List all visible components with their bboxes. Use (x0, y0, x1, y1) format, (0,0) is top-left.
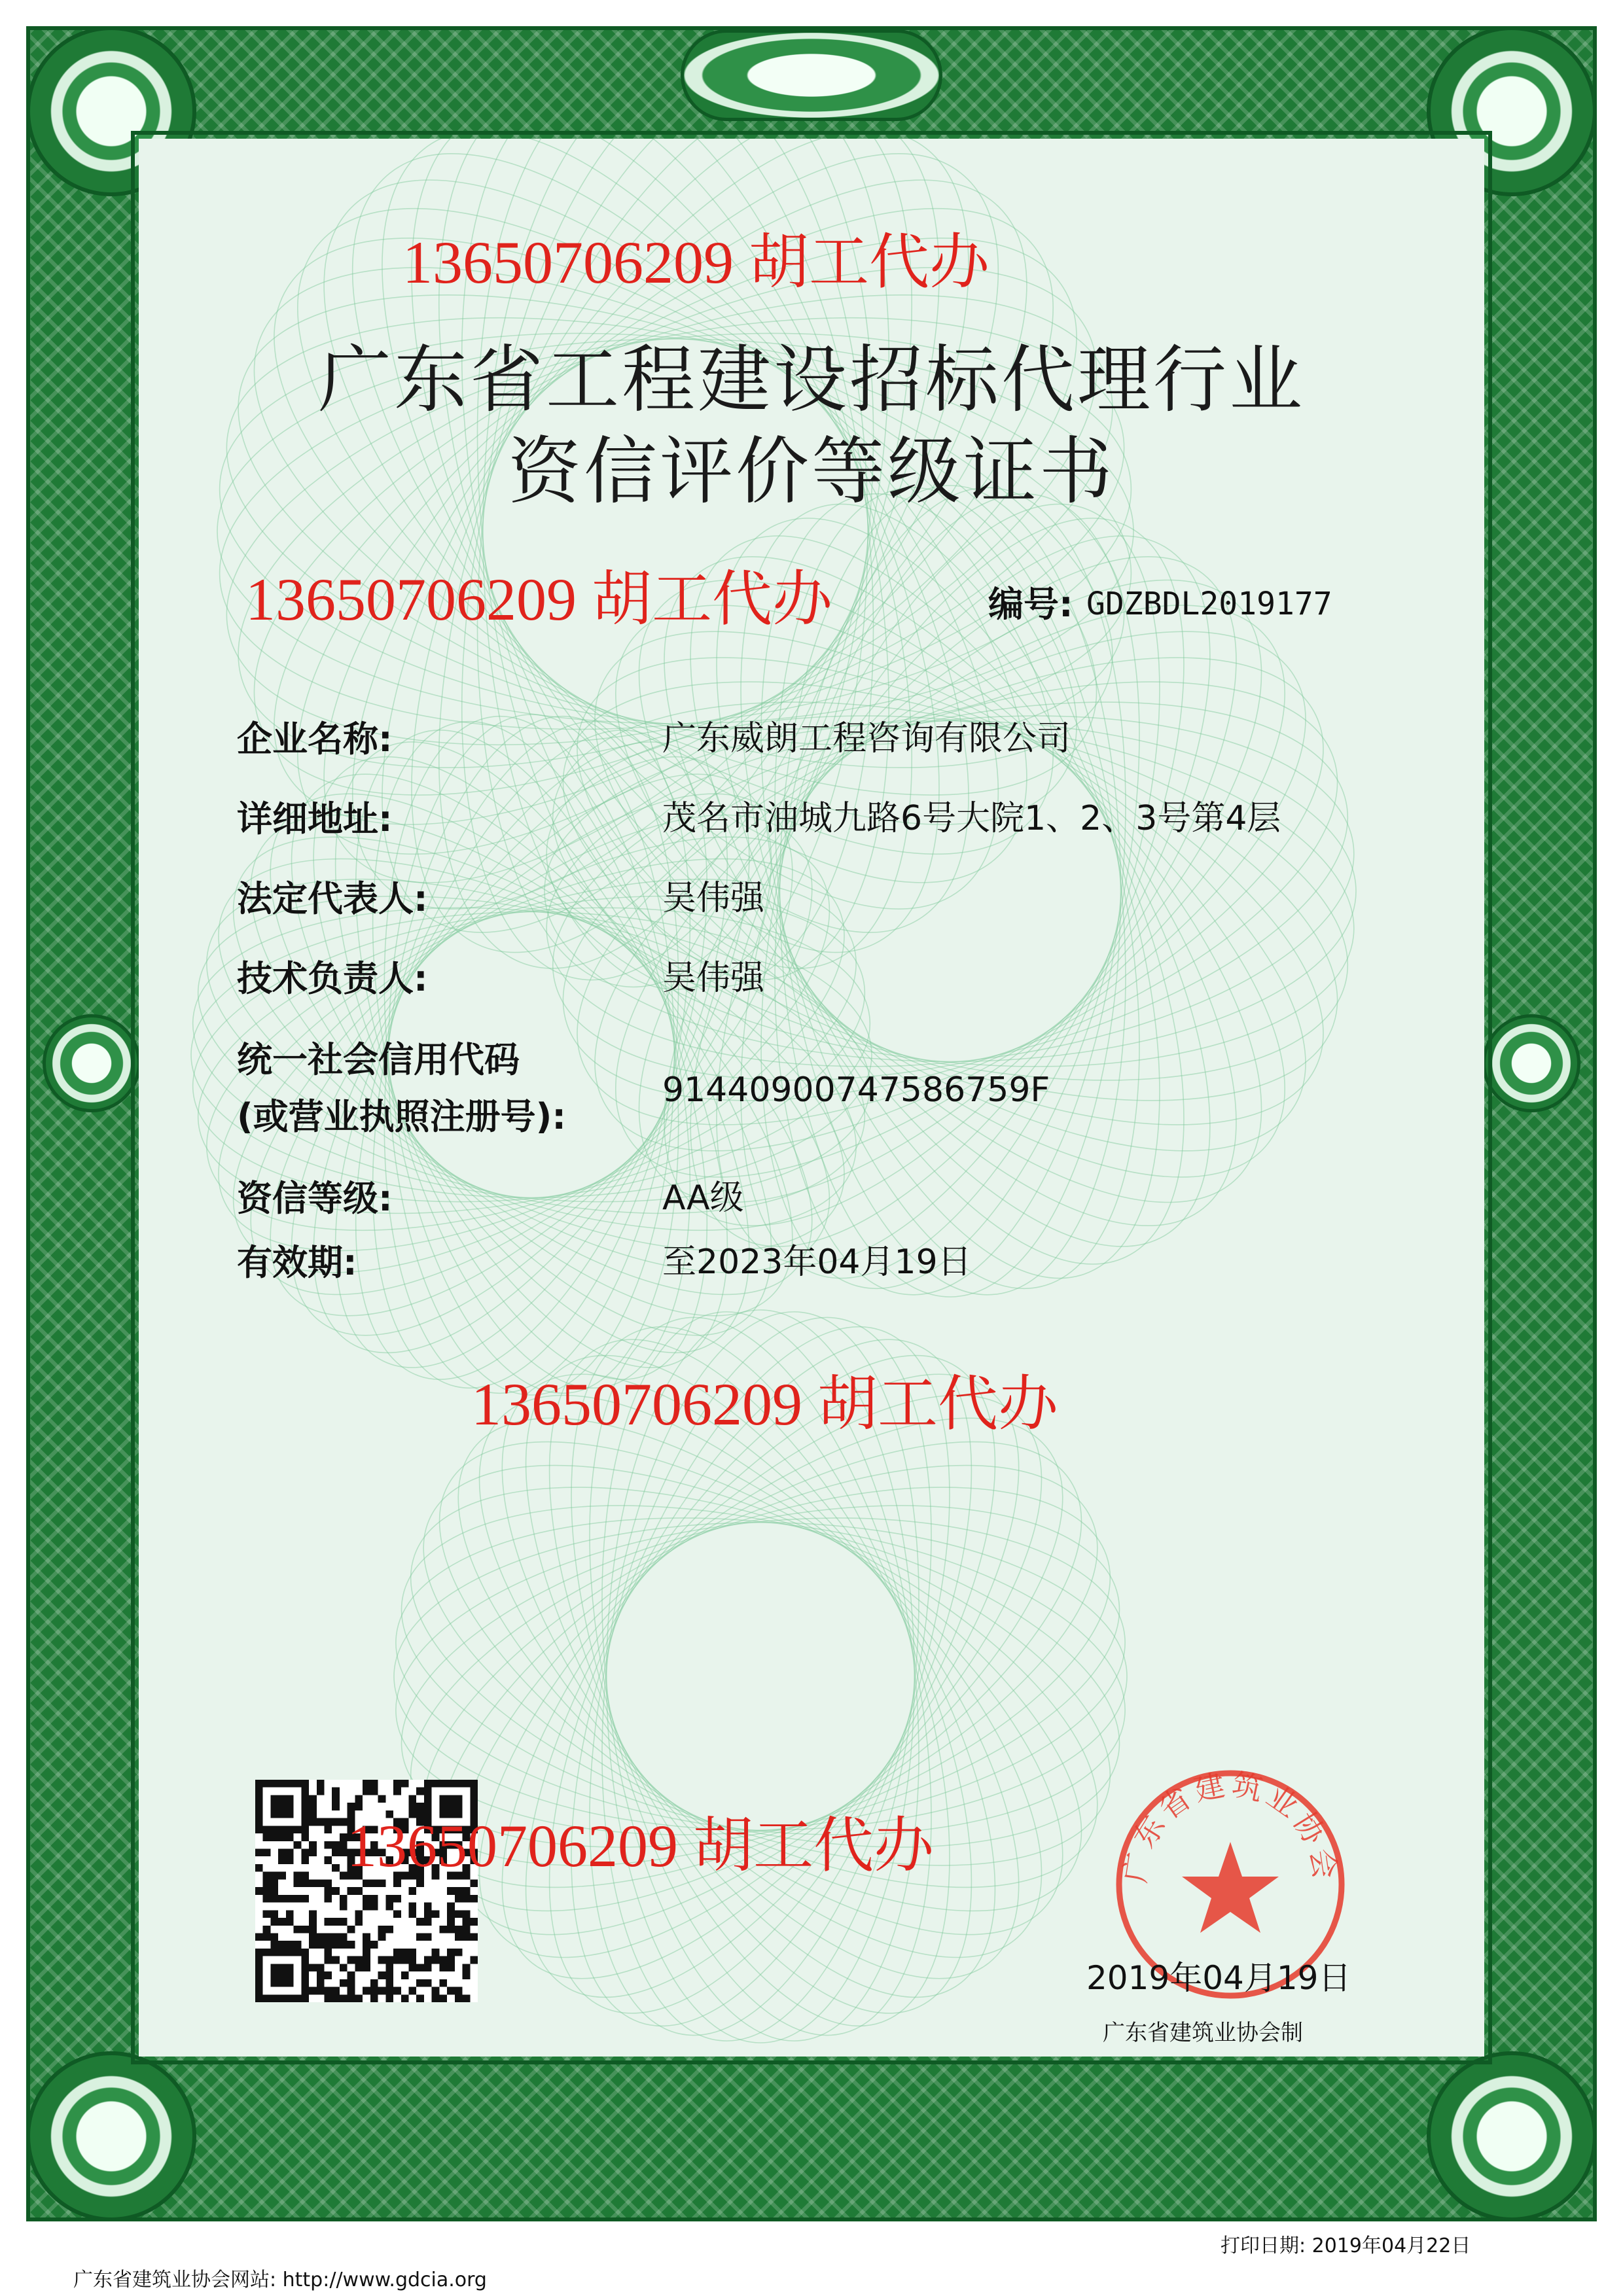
validity-value: 至2023年04月19日 (662, 1243, 972, 1282)
certificate-number-label: 编号: (988, 584, 1073, 625)
website-link[interactable]: 广东省建筑业协会网站: http://www.gdcia.org (73, 2269, 487, 2291)
certificate-title-line2: 资信评价等级证书 (508, 429, 1115, 514)
credit-grade-label: 资信等级: (237, 1178, 393, 1219)
top-ornament (681, 29, 942, 121)
watermark-phone-1: 13650706209 胡工代办 (402, 229, 990, 296)
print-date: 打印日期: 2019年04月22日 (1221, 2234, 1471, 2257)
corner-ornament-bottom-left (26, 2051, 196, 2221)
address-label: 详细地址: (237, 798, 393, 839)
credit-grade-value: AA级 (662, 1178, 744, 1218)
corner-ornament-bottom-right (1427, 2051, 1597, 2221)
issuer-name: 广东省建筑业协会制 (1103, 2020, 1303, 2046)
certificate-title-line1: 广东省工程建设招标代理行业 (318, 338, 1305, 423)
credit-code-value: 91440900747586759F (662, 1070, 1050, 1110)
side-ornament-left (43, 1014, 141, 1112)
credit-code-label-line2: (或营业执照注册号): (237, 1096, 566, 1137)
legal-representative-value: 吴伟强 (662, 879, 765, 918)
watermark-phone-3: 13650706209 胡工代办 (471, 1371, 1059, 1438)
side-ornament-right (1482, 1014, 1580, 1112)
technical-lead-value: 吴伟强 (662, 959, 765, 998)
watermark-phone-4: 13650706209 胡工代办 (347, 1812, 935, 1879)
company-name-label: 企业名称: (237, 718, 393, 760)
address-value: 茂名市油城九路6号大院1、2、3号第4层 (662, 799, 1281, 838)
validity-label: 有效期: (237, 1242, 357, 1283)
company-name-value: 广东威朗工程咨询有限公司 (662, 719, 1071, 758)
certificate-number-value: GDZBDL2019177 (1086, 586, 1332, 622)
technical-lead-label: 技术负责人: (237, 958, 428, 999)
issue-date: 2019年04月19日 (1086, 1959, 1351, 1997)
legal-representative-label: 法定代表人: (237, 878, 428, 919)
seal-text: 广东省建筑业协会 (1117, 1767, 1344, 1885)
watermark-phone-2: 13650706209 胡工代办 (245, 566, 833, 633)
credit-code-label-line1: 统一社会信用代码 (237, 1039, 520, 1080)
